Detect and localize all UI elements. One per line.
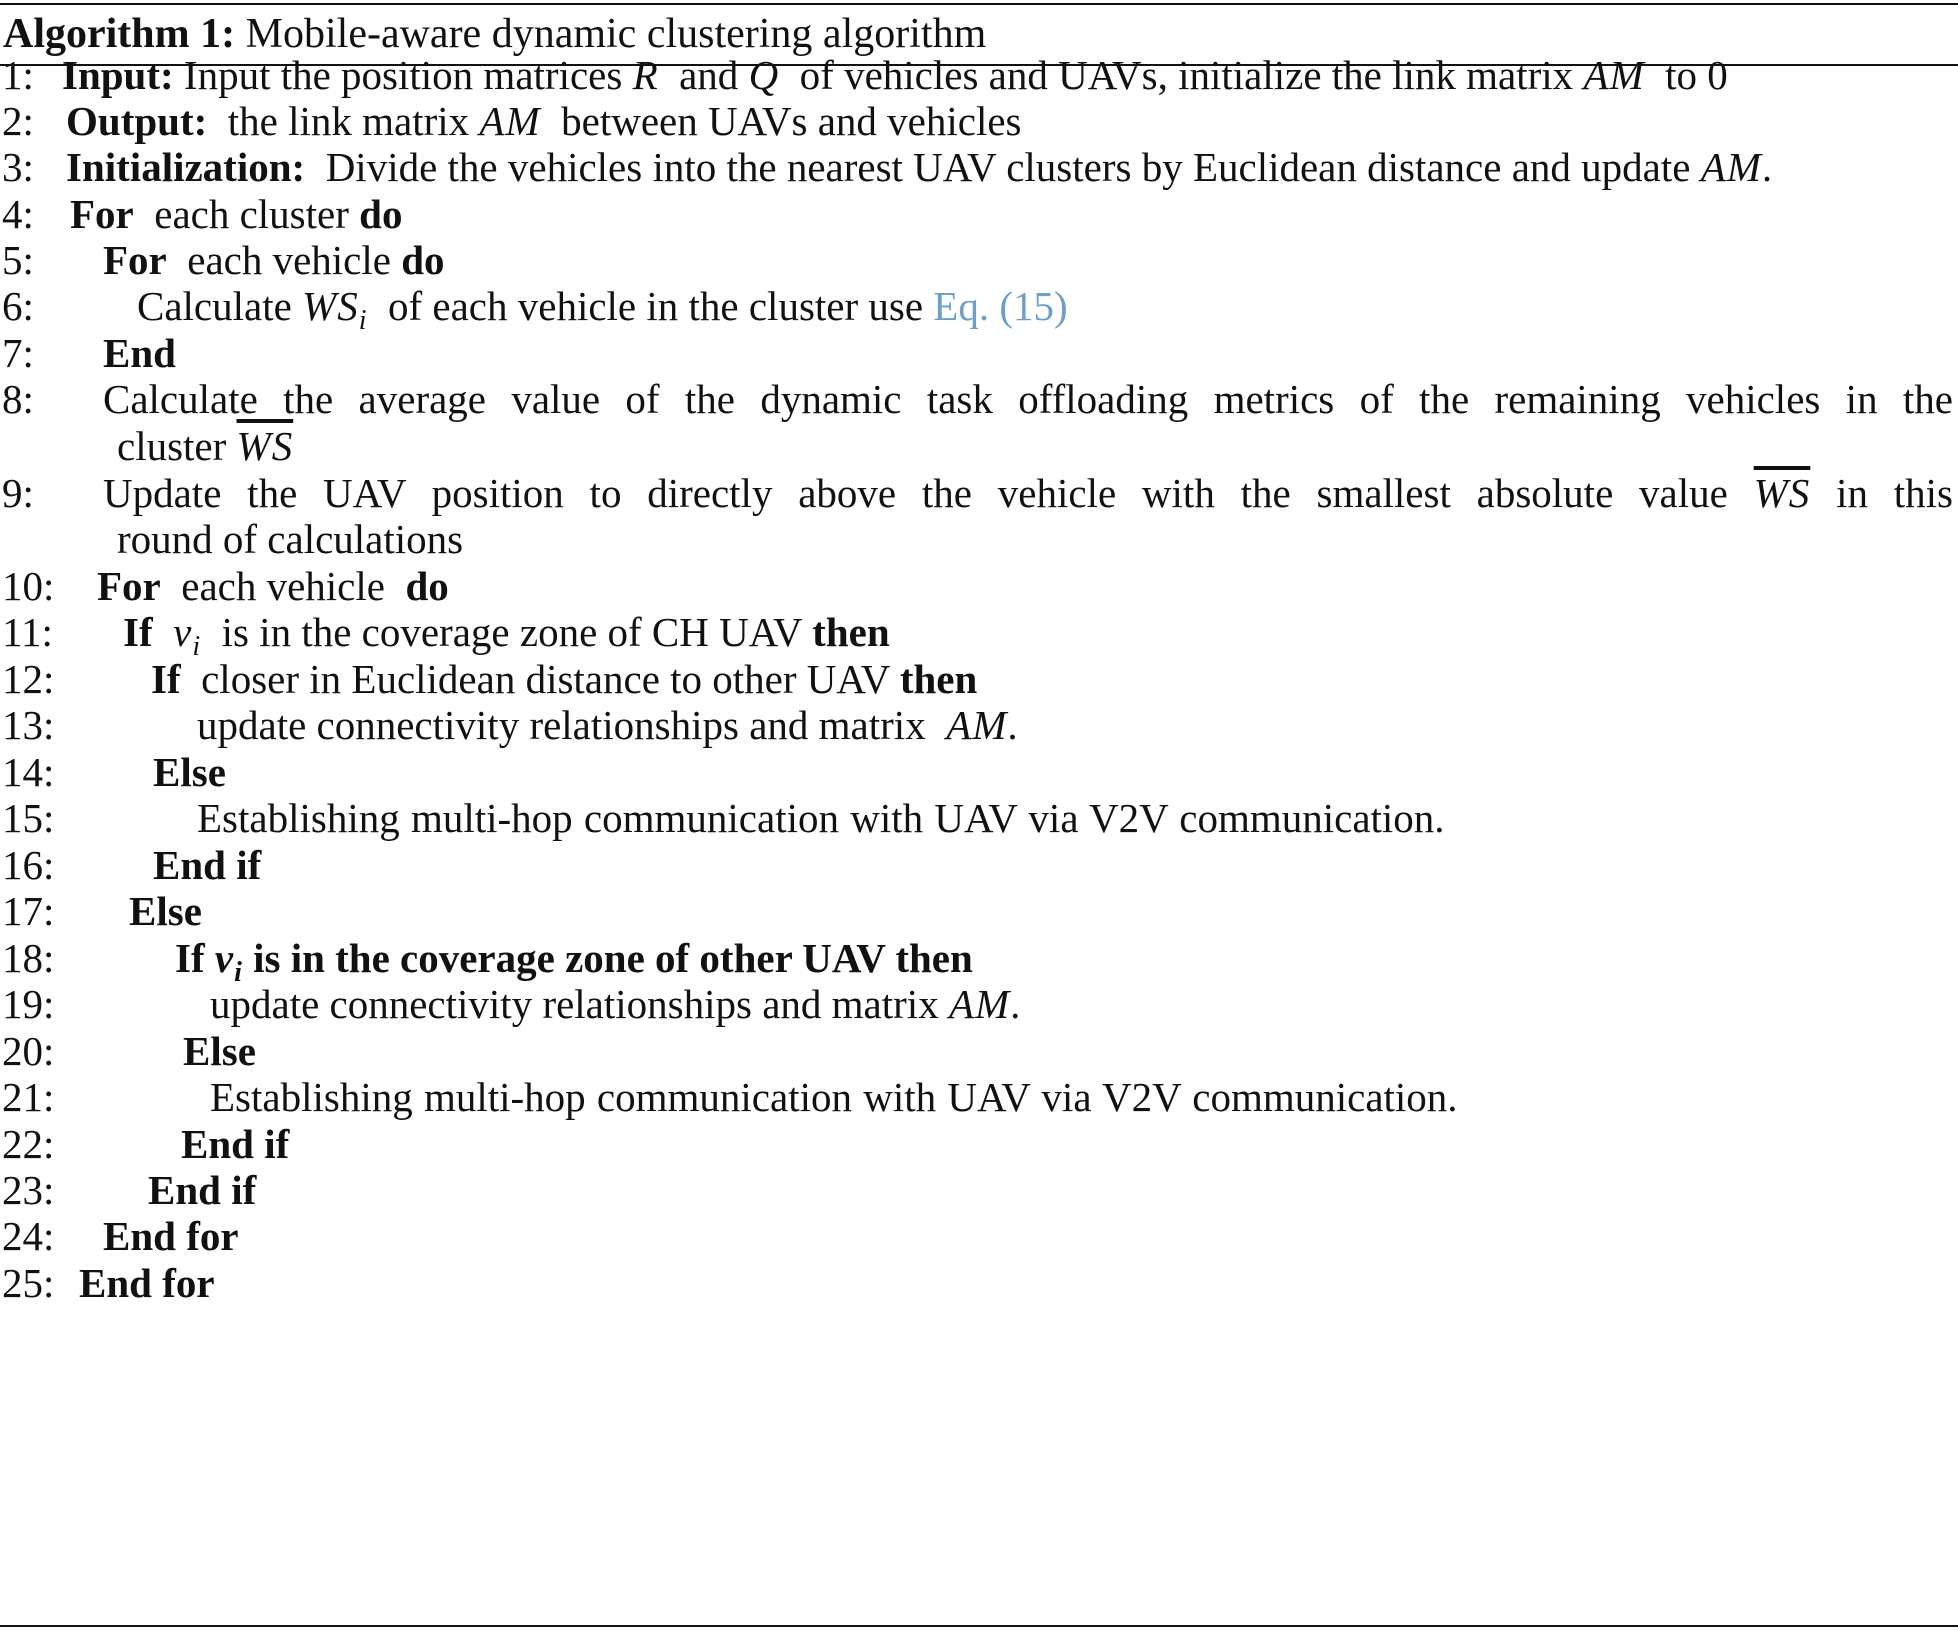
line-number: 2: [2,98,34,144]
keyword-for: For [70,191,134,237]
keyword-input: Input: [62,52,174,98]
math-v: v [214,935,235,981]
line-number: 17: [2,888,55,934]
keyword-end-if: End if [148,1167,257,1213]
line-number: 20: [2,1028,55,1074]
keyword-end-for: End for [103,1213,239,1259]
keyword-else: Else [129,888,202,934]
keyword-end-if: End if [153,842,262,888]
line-number: 19: [2,981,55,1027]
line-number: 16: [2,842,55,888]
keyword-else: Else [183,1028,256,1074]
line-number: 14: [2,749,55,795]
line-number: 7: [2,330,34,376]
line-number: 11: [2,609,53,655]
bottom-rule [0,1625,1958,1627]
math-WS-bar: $\overline{WS}$ [1753,470,1811,516]
caption-label: Algorithm 1: [3,11,236,57]
line-number: 3: [2,144,34,190]
line-number: 12: [2,656,55,702]
keyword-for: For [103,237,167,283]
keyword-initialization: Initialization: [66,144,306,190]
line-number: 4: [2,191,34,237]
math-AM: AM [1583,52,1645,98]
keyword-do: do [401,237,445,283]
line-number: 9: [2,470,34,516]
math-AM: AM [1700,144,1762,190]
line-number: 25: [2,1260,55,1306]
line-number: 6: [2,283,34,329]
line-number: 21: [2,1074,55,1120]
keyword-output: Output: [66,98,208,144]
keyword-end-for: End for [79,1260,215,1306]
line-number: 8: [2,376,34,422]
line-number: 5: [2,237,34,283]
math-R: R [632,52,659,98]
math-AM: AM [946,702,1008,748]
line-number: 24: [2,1213,55,1259]
line-number: 13: [2,702,55,748]
line-number: 10: [2,563,55,609]
line-number: 23: [2,1167,55,1213]
top-rule [0,3,1958,5]
keyword-end-if: End if [181,1121,290,1167]
equation-reference-link[interactable]: Eq. (15) [933,283,1068,329]
math-AM: AM [948,981,1011,1027]
keyword-for: For [97,563,161,609]
keyword-end: End [103,330,176,376]
keyword-do: do [359,191,403,237]
keyword-if: If [151,656,181,702]
keyword-if: If [123,609,153,655]
keyword-then: then [899,656,978,702]
math-WS: WS [302,283,359,329]
caption-title: Mobile-aware dynamic clustering algorithm [245,11,987,57]
keyword-if: If [175,935,205,981]
math-Q: Q [748,52,780,98]
math-v: v [173,609,193,655]
line-number: 18: [2,935,55,981]
math-AM: AM [479,98,541,144]
line-number: 15: [2,795,55,841]
keyword-else: Else [153,749,226,795]
keyword-then: then [812,609,890,655]
line-number: 1: [2,52,34,98]
math-WS-bar: $\overline{WS}$ [236,423,294,469]
keyword-do: do [405,563,449,609]
line-number: 22: [2,1121,55,1167]
